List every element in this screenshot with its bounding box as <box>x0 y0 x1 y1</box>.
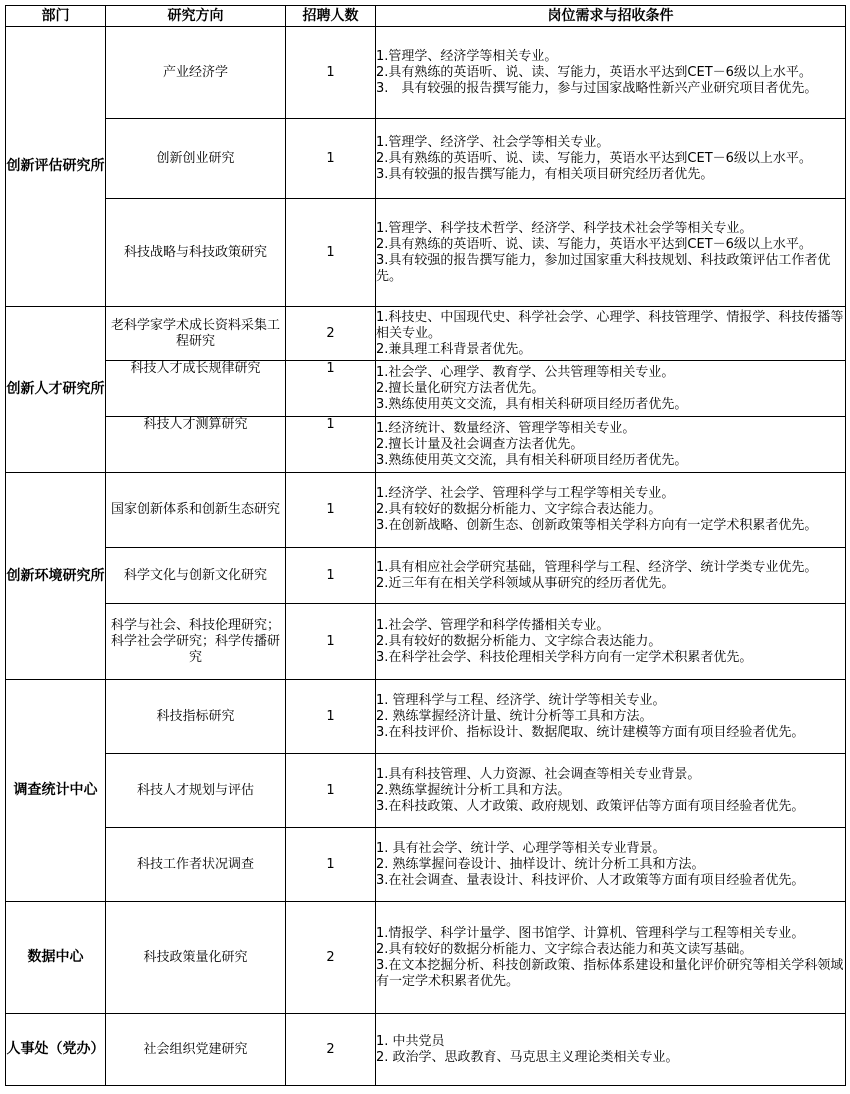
dept-innovation-evaluation: 创新评估研究所 <box>6 27 106 307</box>
requirement-line: 2.擅长量化研究方法者优先。 <box>376 380 545 396</box>
research-direction: 科学文化与创新文化研究 <box>106 548 286 604</box>
requirement-line: 1.情报学、科学计量学、图书馆学、计算机、管理科学与工程等相关专业。 <box>376 925 805 941</box>
requirement-line: 2.熟练掌握统计分析工具和方法。 <box>376 782 571 798</box>
requirements-cell <box>376 754 846 828</box>
hire-count: 2 <box>286 307 376 361</box>
requirement-line: 2. 熟练掌握问卷设计、抽样设计、统计分析工具和方法。 <box>376 856 705 872</box>
research-direction: 科技指标研究 <box>106 680 286 754</box>
table-row <box>6 754 846 828</box>
requirements-cell <box>376 902 846 1014</box>
requirements-cell <box>376 417 846 473</box>
requirement-line: 3.熟练使用英文交流，具有相关科研项目经历者优先。 <box>376 396 688 412</box>
requirement-line: 2.具有熟练的英语听、说、读、写能力，英语水平达到CET－6级以上水平。 <box>376 150 812 166</box>
requirements-cell <box>376 27 846 119</box>
requirement-line: 3. 具有较强的报告撰写能力，参与过国家战略性新兴产业研究项目者优先。 <box>376 80 818 96</box>
research-direction: 科技政策量化研究 <box>106 902 286 1014</box>
requirement-line: 3.具有较强的报告撰写能力，有相关项目研究经历者优先。 <box>376 166 714 182</box>
requirement-line: 1.科技史、中国现代史、科学社会学、心理学、科技管理学、情报学、科技传播等相关专业。 <box>376 309 844 341</box>
dept-survey-statistics: 调查统计中心 <box>6 680 106 902</box>
requirement-line: 1.社会学、心理学、教育学、公共管理等相关专业。 <box>376 364 675 380</box>
table-row <box>6 548 846 604</box>
research-direction: 科技人才成长规律研究 <box>106 361 286 417</box>
table-row <box>6 902 846 1014</box>
hire-count: 1 <box>286 361 376 417</box>
research-direction: 社会组织党建研究 <box>106 1014 286 1086</box>
requirement-line: 3.熟练使用英文交流，具有相关科研项目经历者优先。 <box>376 452 688 468</box>
table-row <box>6 199 846 307</box>
hire-count: 1 <box>286 417 376 473</box>
research-direction: 创新创业研究 <box>106 119 286 199</box>
requirement-line: 2. 政治学、思政教育、马克思主义理论类相关专业。 <box>376 1049 679 1065</box>
requirement-line: 3.在创新战略、创新生态、创新政策等相关学科方向有一定学术积累者优先。 <box>376 518 818 533</box>
hire-count: 1 <box>286 119 376 199</box>
requirement-line: 1.管理学、经济学等相关专业。 <box>376 48 558 64</box>
requirement-line: 3.具有较强的报告撰写能力，参加过国家重大科技规划、科技政策评估工作者优先。 <box>376 252 831 284</box>
requirement-line: 3.在科技政策、人才政策、政府规划、政策评估等方面有项目经验者优先。 <box>376 798 805 814</box>
requirements-cell <box>376 473 846 548</box>
table-row <box>6 27 846 119</box>
dept-personnel-office: 人事处（党办） <box>6 1014 106 1086</box>
dept-innovation-environment: 创新环境研究所 <box>6 473 106 680</box>
requirement-line: 3.在文本挖掘分析、科技创新政策、指标体系建设和量化评价研究等相关学科领域有一定学术积累者优先。 <box>376 957 844 989</box>
hire-count: 1 <box>286 199 376 307</box>
research-direction: 科技人才测算研究 <box>106 417 286 473</box>
hire-count: 1 <box>286 680 376 754</box>
requirements-cell <box>376 680 846 754</box>
table-row <box>6 361 846 417</box>
hire-count: 2 <box>286 902 376 1014</box>
requirement-line: 1.具有相应社会学研究基础，管理科学与工程、经济学、统计学类专业优先。 <box>376 559 818 575</box>
table-row <box>6 119 846 199</box>
table-row <box>6 417 846 473</box>
header-count: 招聘人数 <box>286 6 376 27</box>
dept-data-center: 数据中心 <box>6 902 106 1014</box>
table-row <box>6 604 846 680</box>
hire-count: 1 <box>286 828 376 902</box>
requirement-line: 1. 具有社会学、统计学、心理学等相关专业背景。 <box>376 840 666 856</box>
hire-count: 1 <box>286 604 376 680</box>
research-direction: 科技战略与科技政策研究 <box>106 199 286 307</box>
requirement-line: 2. 熟练掌握经济计量、统计分析等工具和方法。 <box>376 708 653 724</box>
requirement-line: 2.具有较好的数据分析能力、文字综合表达能力和英文读写基础。 <box>376 941 753 957</box>
requirements-cell <box>376 119 846 199</box>
requirement-line: 2.擅长计量及社会调查方法者优先。 <box>376 436 584 452</box>
research-direction: 科学与社会、科技伦理研究；科学社会学研究；科学传播研究 <box>106 604 286 680</box>
requirements-cell <box>376 604 846 680</box>
table-row <box>6 828 846 902</box>
research-direction: 科技人才规划与评估 <box>106 754 286 828</box>
requirement-line: 2.具有较好的数据分析能力、文字综合表达能力。 <box>376 502 662 517</box>
requirement-line: 2.具有较好的数据分析能力、文字综合表达能力。 <box>376 633 662 649</box>
requirement-line: 1.经济统计、数量经济、管理学等相关专业。 <box>376 420 636 436</box>
requirement-line: 1.社会学、管理学和科学传播相关专业。 <box>376 617 610 633</box>
hire-count: 2 <box>286 1014 376 1086</box>
requirement-line: 1. 管理科学与工程、经济学、统计学等相关专业。 <box>376 692 666 708</box>
requirements-cell <box>376 548 846 604</box>
hire-count: 1 <box>286 754 376 828</box>
requirement-line: 1.管理学、经济学、社会学等相关专业。 <box>376 134 610 150</box>
table-row <box>6 680 846 754</box>
requirement-line: 3.在科学社会学、科技伦理相关学科方向有一定学术积累者优先。 <box>376 649 753 665</box>
requirement-line: 2.具有熟练的英语听、说、读、写能力，英语水平达到CET－6级以上水平。 <box>376 64 812 80</box>
requirements-cell <box>376 199 846 307</box>
requirements-cell <box>376 828 846 902</box>
requirement-line: 2.近三年有在相关学科领域从事研究的经历者优先。 <box>376 575 675 591</box>
requirement-line: 3.在科技评价、指标设计、数据爬取、统计建模等方面有项目经验者优先。 <box>376 724 805 740</box>
header-direction: 研究方向 <box>106 6 286 27</box>
requirement-line: 3.在社会调查、量表设计、科技评价、人才政策等方面有项目经验者优先。 <box>376 872 805 888</box>
requirement-line: 1.经济学、社会学、管理科学与工程学等相关专业。 <box>376 486 675 501</box>
research-direction: 老科学家学术成长资料采集工程研究 <box>106 307 286 361</box>
requirement-line: 2.兼具理工科背景者优先。 <box>376 341 532 357</box>
hire-count: 1 <box>286 473 376 548</box>
dept-innovation-talent: 创新人才研究所 <box>6 307 106 473</box>
requirements-cell <box>376 361 846 417</box>
recruitment-table <box>5 5 846 1086</box>
hire-count: 1 <box>286 548 376 604</box>
table-row <box>6 473 846 548</box>
requirement-line: 1. 中共党员 <box>376 1033 445 1049</box>
research-direction: 产业经济学 <box>106 27 286 119</box>
table-row <box>6 1014 846 1086</box>
header-requirements: 岗位需求与招收条件 <box>376 6 846 27</box>
requirement-line: 2.具有熟练的英语听、说、读、写能力，英语水平达到CET－6级以上水平。 <box>376 236 812 252</box>
hire-count: 1 <box>286 27 376 119</box>
table-row <box>6 307 846 361</box>
research-direction: 国家创新体系和创新生态研究 <box>106 473 286 548</box>
requirement-line: 1.管理学、科学技术哲学、经济学、科学技术社会学等相关专业。 <box>376 220 753 236</box>
requirements-cell <box>376 1014 846 1086</box>
requirements-cell <box>376 307 846 361</box>
header-dept: 部门 <box>6 6 106 27</box>
research-direction: 科技工作者状况调查 <box>106 828 286 902</box>
header-row <box>6 6 846 27</box>
requirement-line: 1.具有科技管理、人力资源、社会调查等相关专业背景。 <box>376 766 701 782</box>
